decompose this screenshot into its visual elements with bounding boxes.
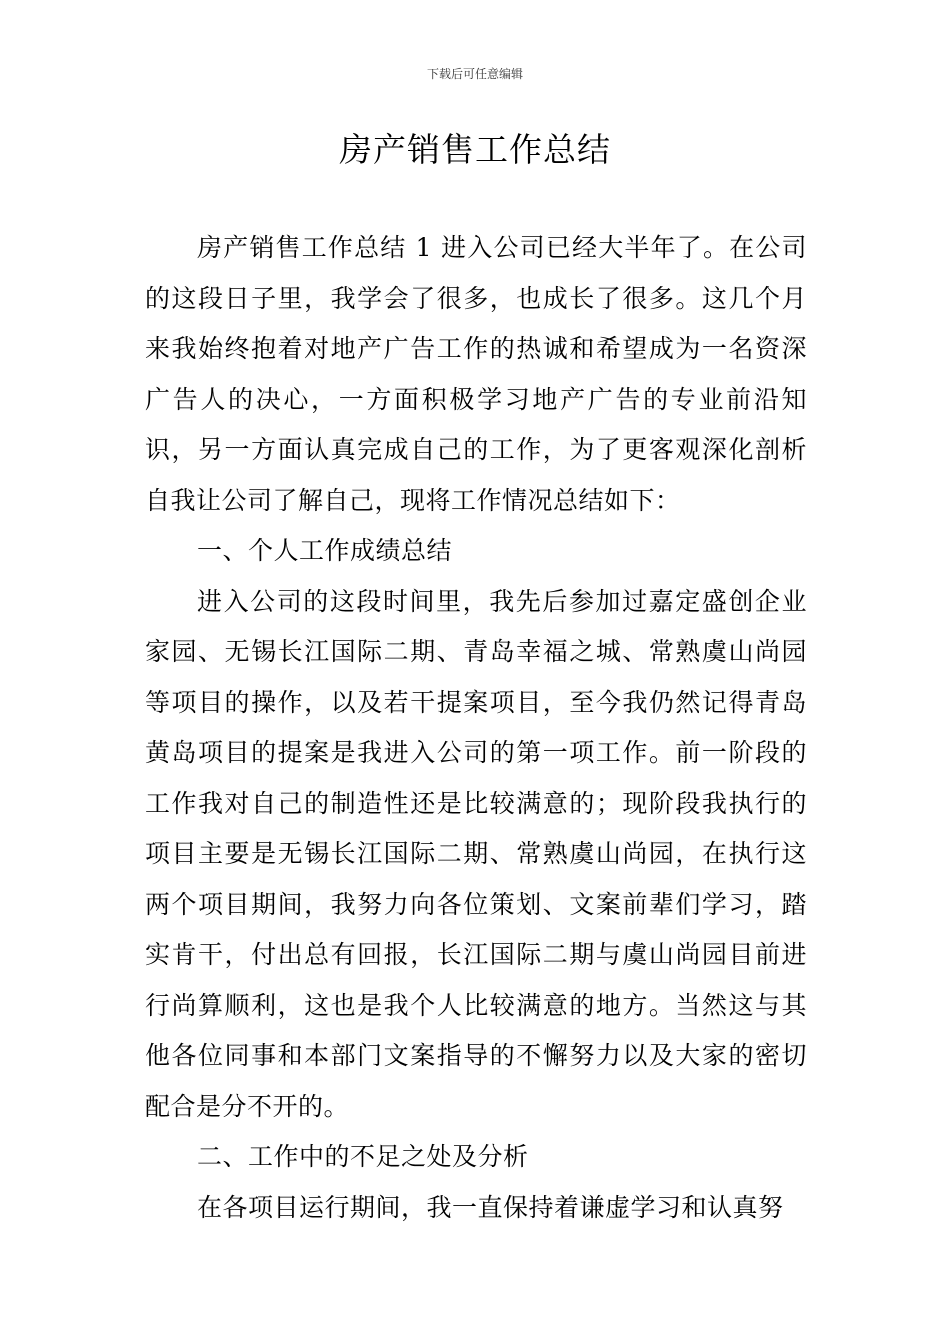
paragraph-achievements: 进入公司的这段时间里，我先后参加过嘉定盛创企业家园、无锡长江国际二期、青岛幸福之城、常熟虞山尚园等项目的操作，以及若干提案项目，至今我仍然记得青岛黄岛项目的提案是我进入公司的第一项工作。前一阶段的工作我对自己的制造性还是比较满意的；现阶段我执行的项目主要是无锡长江国际二期、常熟虞山尚园，在执行这两个项目期间，我努力向各位策划、文案前辈们学习，踏实肯干，付出总有回报，长江国际二期与虞山尚园目前进行尚算顺利，这也是我个人比较满意的地方。当然这与其他各位同事和本部门文案指导的不懈努力以及大家的密切配合是分不开的。 (145, 586, 807, 1121)
section-heading-1: 一、个人工作成绩总结 (197, 536, 453, 565)
document-title: 房产销售工作总结 (339, 130, 611, 169)
section-heading-2: 二、工作中的不足之处及分析 (197, 1142, 529, 1171)
document-body (145, 223, 807, 1233)
paragraph-shortcomings: 在各项目运行期间，我一直保持着谦虚学习和认真努 (197, 1192, 784, 1222)
paragraph-intro: 房产销售工作总结 1 进入公司已经大半年了。在公司的这段日子里，我学会了很多，也成长了很多。这几个月来我始终抱着对地产广告工作的热诚和希望成为一名资深广告人的决心，一方面积极学习地产广告的专业前沿知识，另一方面认真完成自己的工作，为了更客观深化剖析自我让公司了解自己，现将工作情况总结如下： (145, 233, 807, 515)
header-note: 下载后可任意编辑 (426, 67, 523, 81)
